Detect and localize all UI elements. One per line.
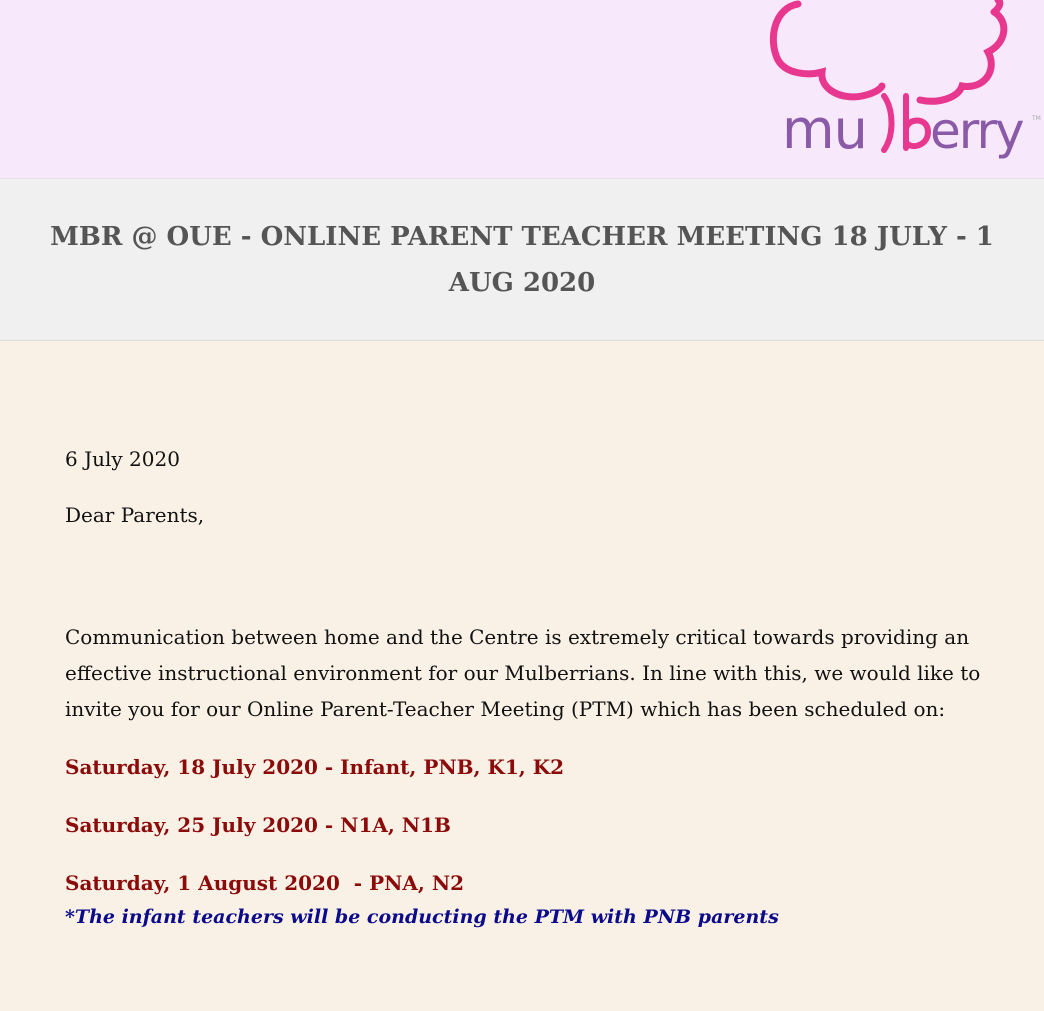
svg-text:erry: erry xyxy=(930,102,1023,160)
header-banner xyxy=(0,0,1044,178)
svg-text:mu: mu xyxy=(782,98,867,161)
schedule-note: *The infant teachers will be conducting the PTM with PNB parents xyxy=(65,906,779,928)
page-title: MBR @ OUE - ONLINE PARENT TEACHER MEETING 18 JULY - 1 AUG 2020 xyxy=(50,221,994,298)
title-bar xyxy=(0,178,1044,341)
schedule-item: Saturday, 18 July 2020 - Infant, PNB, K1, K2 xyxy=(65,755,565,779)
mulberry-logo xyxy=(762,0,1044,170)
letter-body: Communication between home and the Centre is extremely critical towards providing an effective instructional environment for our Mulberrians. In line with this, we would like to invite you for our Online Parent-Teacher Meeting (PTM) which has been scheduled on: xyxy=(65,625,981,721)
schedule-item: Saturday, 1 August 2020 - PNA, N2 xyxy=(65,871,465,895)
schedule-item: Saturday, 25 July 2020 - N1A, N1B xyxy=(65,813,451,837)
letter-date: 6 July 2020 xyxy=(65,447,180,471)
letter-content xyxy=(0,341,985,933)
letter-greeting: Dear Parents, xyxy=(65,503,205,527)
svg-text:TM: TM xyxy=(1032,115,1041,122)
